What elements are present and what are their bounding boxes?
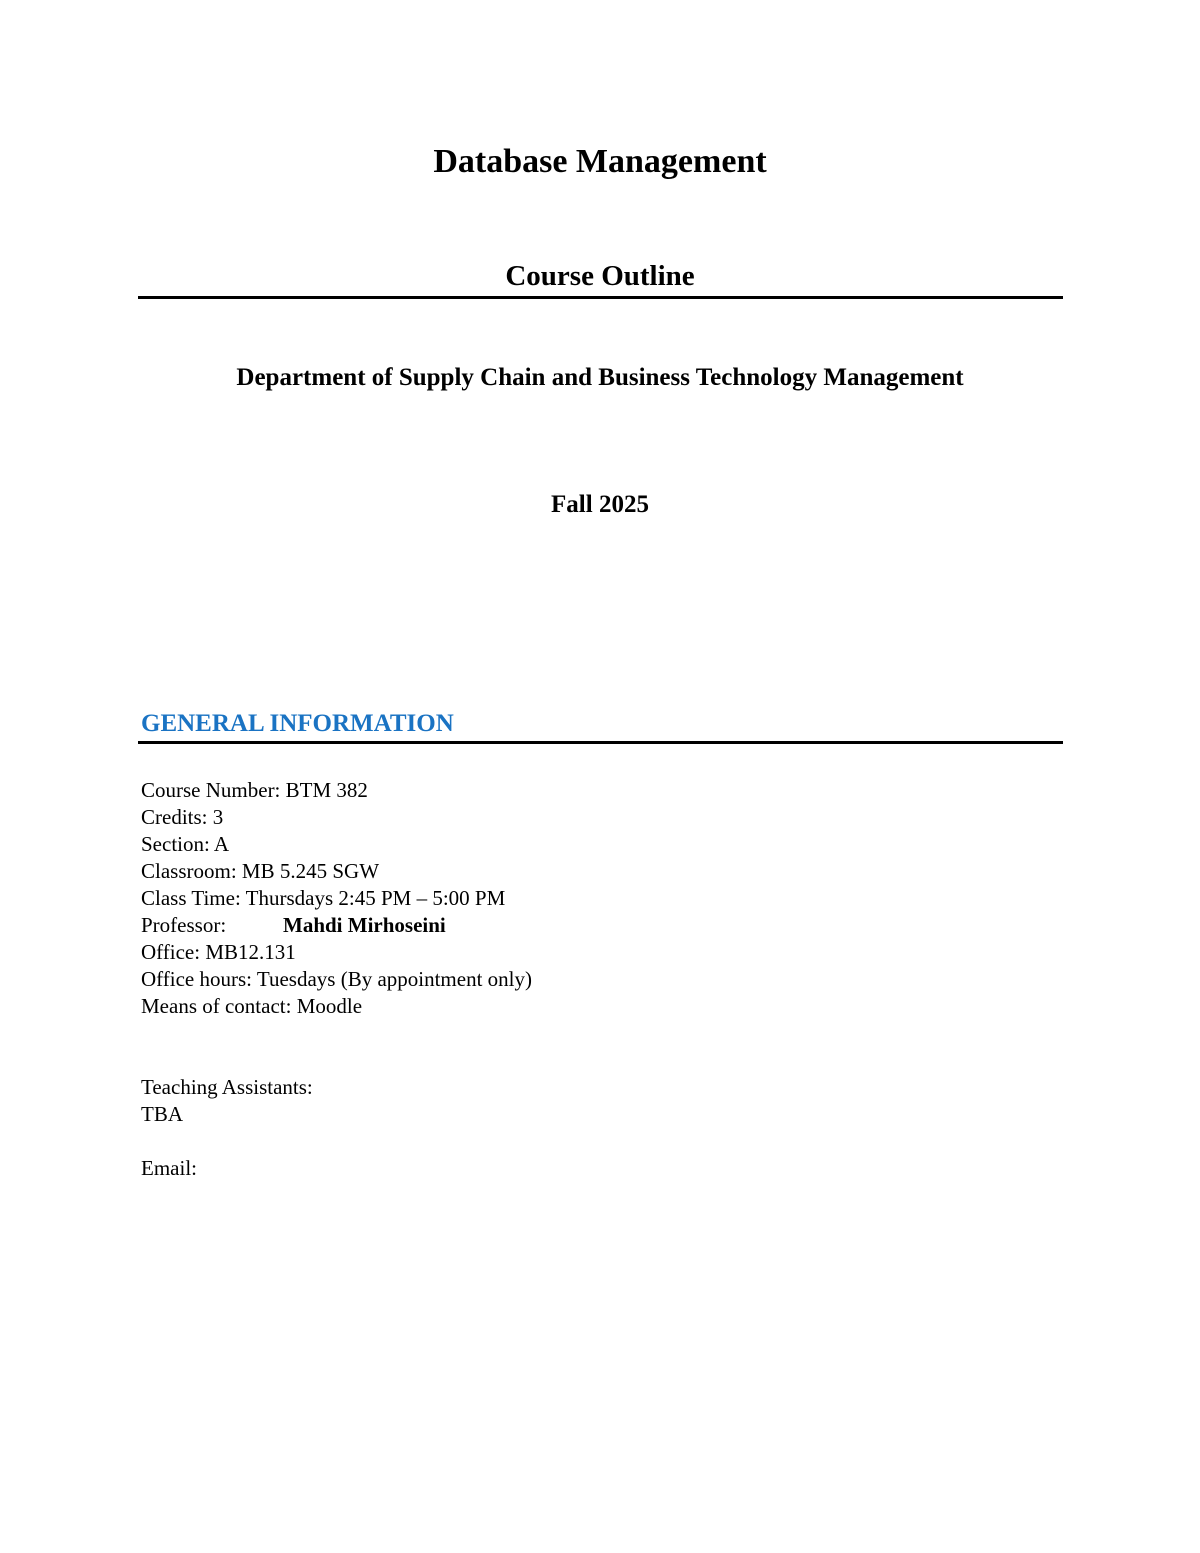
professor-label: Professor: bbox=[141, 913, 227, 937]
professor-row bbox=[141, 912, 541, 939]
classroom: Classroom: MB 5.245 SGW bbox=[141, 859, 380, 883]
means-of-contact: Means of contact: Moodle bbox=[141, 994, 363, 1018]
general-information-heading: GENERAL INFORMATION bbox=[141, 710, 454, 737]
term-label: Fall 2025 bbox=[551, 491, 649, 518]
class-time: Class Time: Thursdays 2:45 PM – 5:00 PM bbox=[141, 886, 506, 910]
title-divider bbox=[138, 296, 1063, 299]
department-name: Department of Supply Chain and Business Technology Management bbox=[236, 364, 964, 391]
office-hours: Office hours: Tuesdays (By appointment only) bbox=[141, 967, 533, 991]
teaching-assistants-label: Teaching Assistants: bbox=[141, 1075, 313, 1099]
office: Office: MB12.131 bbox=[141, 940, 296, 964]
credits: Credits: 3 bbox=[141, 805, 224, 829]
course-number: Course Number: BTM 382 bbox=[141, 778, 368, 802]
teaching-assistants-value: TBA bbox=[141, 1102, 183, 1126]
document-subtitle: Course Outline bbox=[505, 260, 695, 292]
section-divider bbox=[138, 741, 1063, 744]
document-title: Database Management bbox=[433, 143, 767, 180]
professor-name: Mahdi Mirhoseini bbox=[283, 913, 446, 937]
section: Section: A bbox=[141, 832, 230, 856]
email-label: Email: bbox=[141, 1156, 197, 1180]
